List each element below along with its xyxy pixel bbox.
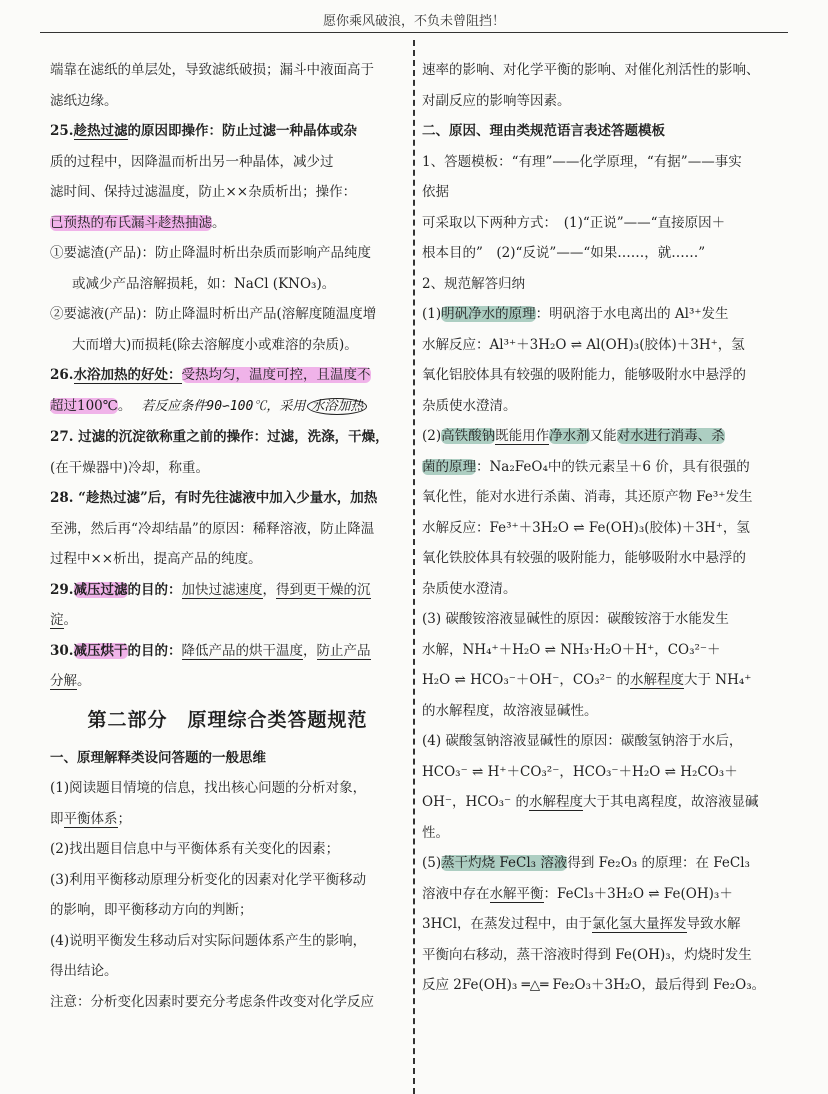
text-line: 杂质使水澄清。 — [422, 580, 517, 597]
text-line: HCO₃⁻ ⇌ H⁺＋CO₃²⁻，HCO₃⁻＋H₂O ⇌ H₂CO₃＋ — [422, 763, 738, 780]
underlined-text: 防止产品 — [316, 642, 371, 659]
column-divider — [413, 40, 415, 1094]
text-line: (4)说明平衡发生移动后对实际问题体系产生的影响， — [50, 932, 367, 949]
text-line — [50, 208, 405, 239]
text-line: 对副反应的影响等因素。 — [422, 92, 571, 109]
text-line: 得出结论。 — [50, 963, 118, 979]
text-line: 的水解程度，故溶液显碱性。 — [422, 702, 598, 719]
highlight-green: 净水剂 — [549, 428, 590, 444]
item-number: (2) — [422, 428, 442, 444]
text-line: 根本目的” (2)“反说”——“如果……，就……” — [422, 245, 706, 261]
text-line: (1)阅读题目情境的信息，找出核心问题的分析对象， — [50, 780, 367, 796]
text-line: 依据 — [422, 184, 449, 200]
highlight-pink: 减压烘干 — [73, 642, 128, 659]
text-span: 3HCl，在蒸发过程中，由于 — [422, 916, 593, 932]
text-punct: 。 — [77, 673, 91, 689]
text-line — [50, 391, 405, 423]
underlined-text: 分解 — [50, 673, 77, 689]
item-text: ：明矾溶于水电离出的 Al³⁺发生 — [535, 306, 729, 322]
answer-5 — [422, 848, 772, 879]
highlight-green: 明矾净水的原理 — [441, 306, 536, 322]
text-punct: 。 — [117, 397, 132, 414]
underlined-text: 水解平衡 — [489, 885, 544, 902]
section-title: 二、原因、理由类规范语言表述答题模板 — [422, 123, 665, 139]
text-line — [50, 666, 405, 697]
text-punct: ， — [303, 642, 317, 659]
item-26 — [50, 360, 405, 391]
item-number: (1) — [422, 306, 442, 322]
highlight-pink: 减压过滤 — [73, 581, 128, 598]
part-title: 第二部分 原理综合类答题规范 — [87, 708, 368, 731]
handwritten-circled: 水浴加热 — [307, 398, 367, 415]
handwritten-note: 若反应条件90∽100℃，采用 — [141, 398, 306, 414]
text-line: 质的过程中，因降温而析出另一种晶体，减少过 — [50, 153, 334, 170]
item-number: 25. — [50, 123, 74, 139]
text-line: ②要滤液(产品)：防止降温时析出产品(溶解度随温度增 — [50, 306, 377, 322]
item-text: 的目的： — [127, 581, 182, 598]
text-line: 滤纸边缘。 — [50, 92, 118, 109]
text-line: (3)利用平衡移动原理分析变化的因素对化学平衡移动 — [50, 871, 367, 888]
underlined-text: 加快过滤速度 — [181, 581, 263, 598]
item-number: 29. — [50, 581, 74, 598]
text-punct: ， — [262, 581, 276, 598]
text-punct: 。 — [212, 214, 226, 231]
text-line: 至沸，然后再“冷却结晶”的原因：稀释溶液，防止降温 — [50, 520, 375, 537]
highlight-pink: 已预热的布氏漏斗趁热抽滤 — [50, 214, 212, 231]
underlined-text: 氯化氢大量挥发 — [592, 916, 687, 932]
text-line: 的影响，即平衡移动方向的判断； — [50, 902, 253, 918]
underlined-text: 水解程度 — [528, 794, 583, 810]
text-line: 过程中××析出，提高产品的纯度。 — [50, 551, 262, 567]
text-line: (在干燥器中)冷却，称重。 — [50, 459, 210, 476]
text-punct: 。 — [63, 612, 77, 628]
item-29 — [50, 575, 405, 606]
highlight-green: 高铁酸钠 — [441, 428, 496, 444]
item-keyword: 水浴加热的好处： — [73, 367, 182, 383]
text-line: (3) 碳酸铵溶液显碱性的原因：碳酸铵溶于水能发生 — [422, 611, 729, 627]
text-line: 速率的影响、对化学平衡的影响、对催化剂活性的影响、 — [422, 62, 760, 78]
item-text: 的原因即操作：防止过滤一种晶体或杂 — [127, 123, 357, 139]
header-rule — [40, 32, 788, 33]
text-line: (4) 碳酸氢钠溶液显碱性的原因：碳酸氢钠溶于水后， — [422, 733, 743, 749]
text-span: 溶液中存在 — [422, 885, 490, 902]
text-line: 端靠在滤纸的单层处，导致滤纸破损；漏斗中液面高于 — [50, 62, 374, 78]
item-text: 得到 Fe₂O₃ 的原理：在 FeCl₃ — [567, 855, 750, 871]
text-line — [422, 879, 772, 910]
left-column — [50, 55, 405, 1017]
text-line: 性。 — [422, 824, 449, 841]
text-line: 注意：分析变化因素时要充分考虑条件改变对化学反应 — [50, 993, 374, 1010]
highlight-green: 对水进行消毒、杀 — [616, 428, 725, 444]
text-span: H₂O ⇌ HCO₃⁻＋OH⁻，CO₃²⁻ 的 — [422, 672, 630, 688]
text-line: 水解反应：Al³⁺＋3H₂O ⇌ Al(OH)₃(胶体)＋3H⁺，氢 — [422, 336, 745, 353]
answer-2 — [422, 421, 772, 452]
text-line: 氧化性，能对水进行杀菌、消毒，其还原产物 Fe³⁺发生 — [422, 489, 753, 505]
item-25 — [50, 116, 405, 147]
text-line: 滤时间、保持过滤温度，防止××杂质析出；操作： — [50, 184, 357, 200]
text-line: ①要滤渣(产品)：防止降温时析出杂质而影响产品纯度 — [50, 245, 372, 261]
item-text: 的目的： — [127, 642, 182, 659]
text-span: 导致水解 — [686, 916, 741, 932]
text-punct: ； — [117, 810, 131, 827]
text-line — [50, 605, 405, 636]
item-number: (5) — [422, 855, 442, 871]
text-line: (2)找出题目信息中与平衡体系有关变化的因素； — [50, 841, 340, 857]
underlined-text: 降低产品的烘干温度 — [181, 642, 303, 659]
text-line — [422, 665, 772, 696]
text-line: 水解，NH₄⁺＋H₂O ⇌ NH₃·H₂O＋H⁺，CO₃²⁻＋ — [422, 641, 721, 658]
item-number: 30. — [50, 642, 74, 659]
section-title: 一、原理解释类设问答题的一般思维 — [50, 749, 266, 766]
text-span: ：FeCl₃＋3H₂O ⇌ Fe(OH)₃＋ — [543, 885, 733, 902]
text-line: 氧化铝胶体具有较强的吸附能力，能够吸附水中悬浮的 — [422, 367, 746, 383]
text-span: 大于 NH₄⁺ — [683, 672, 752, 688]
text-span: 大于其电离程度，故溶液显碱 — [582, 794, 759, 810]
item-30 — [50, 636, 405, 667]
text-span: 又能 — [589, 428, 617, 444]
item-number: 26. — [50, 367, 74, 383]
underlined-text: 平衡体系 — [63, 810, 118, 827]
text-line: 27. 过滤的沉淀欲称重之前的操作：过滤，洗涤，干燥， — [50, 429, 389, 445]
underlined-text: 水解程度 — [629, 672, 684, 688]
text-line: 反应 2Fe(OH)₃ ═△═ Fe₂O₃＋3H₂O，最后得到 Fe₂O₃。 — [422, 977, 766, 993]
text-line: 可采取以下两种方式： (1)“正说”——“直接原因＋ — [422, 214, 726, 231]
answer-1 — [422, 299, 772, 330]
underlined-text: 淀 — [50, 612, 64, 628]
item-text: ：Na₂FeO₄中的铁元素呈＋6 价，具有很强的 — [476, 458, 750, 475]
highlight-green: 菌的原理 — [422, 458, 476, 475]
text-line — [422, 909, 772, 940]
text-line: 大而增大)而损耗(除去溶解度小或难溶的杂质)。 — [72, 336, 358, 353]
text-line: 2、规范解答归纳 — [422, 275, 526, 292]
page-header: 愿你乘风破浪，不负未曾阻挡！ — [322, 14, 505, 29]
highlight-green: 蒸干灼烧 FeCl₃ 溶液 — [441, 855, 568, 871]
text-line — [50, 804, 405, 835]
text-line: 28. “趁热过滤”后，有时先往滤液中加入少量水，加热 — [50, 490, 378, 506]
item-keyword: 趁热过滤 — [73, 123, 128, 139]
text-span: OH⁻，HCO₃⁻ 的 — [422, 794, 529, 810]
underlined-text: 得到更干燥的沉 — [276, 581, 371, 598]
text-line: 或减少产品溶解损耗，如：NaCl (KNO₃)。 — [72, 275, 336, 292]
text-line: 水解反应：Fe³⁺＋3H₂O ⇌ Fe(OH)₃(胶体)＋3H⁺，氢 — [422, 519, 750, 536]
text-line — [422, 787, 772, 818]
underlined-text: 既能用作 — [495, 428, 550, 444]
highlight-pink: 受热均匀，温度可控，且温度不 — [181, 367, 371, 383]
text-line — [422, 452, 772, 483]
text-line: 1、答题模板：“有理”——化学原理，“有据”——事实 — [422, 153, 742, 170]
text-line: 平衡向右移动，蒸干溶液时得到 Fe(OH)₃，灼烧时发生 — [422, 946, 752, 963]
text-line: 氧化铁胶体具有较强的吸附能力，能够吸附水中悬浮的 — [422, 550, 746, 566]
text-line: 杂质使水澄清。 — [422, 397, 517, 414]
text-span: 即 — [50, 810, 64, 827]
right-column — [422, 55, 772, 1001]
highlight-pink: 超过100℃ — [50, 397, 118, 414]
